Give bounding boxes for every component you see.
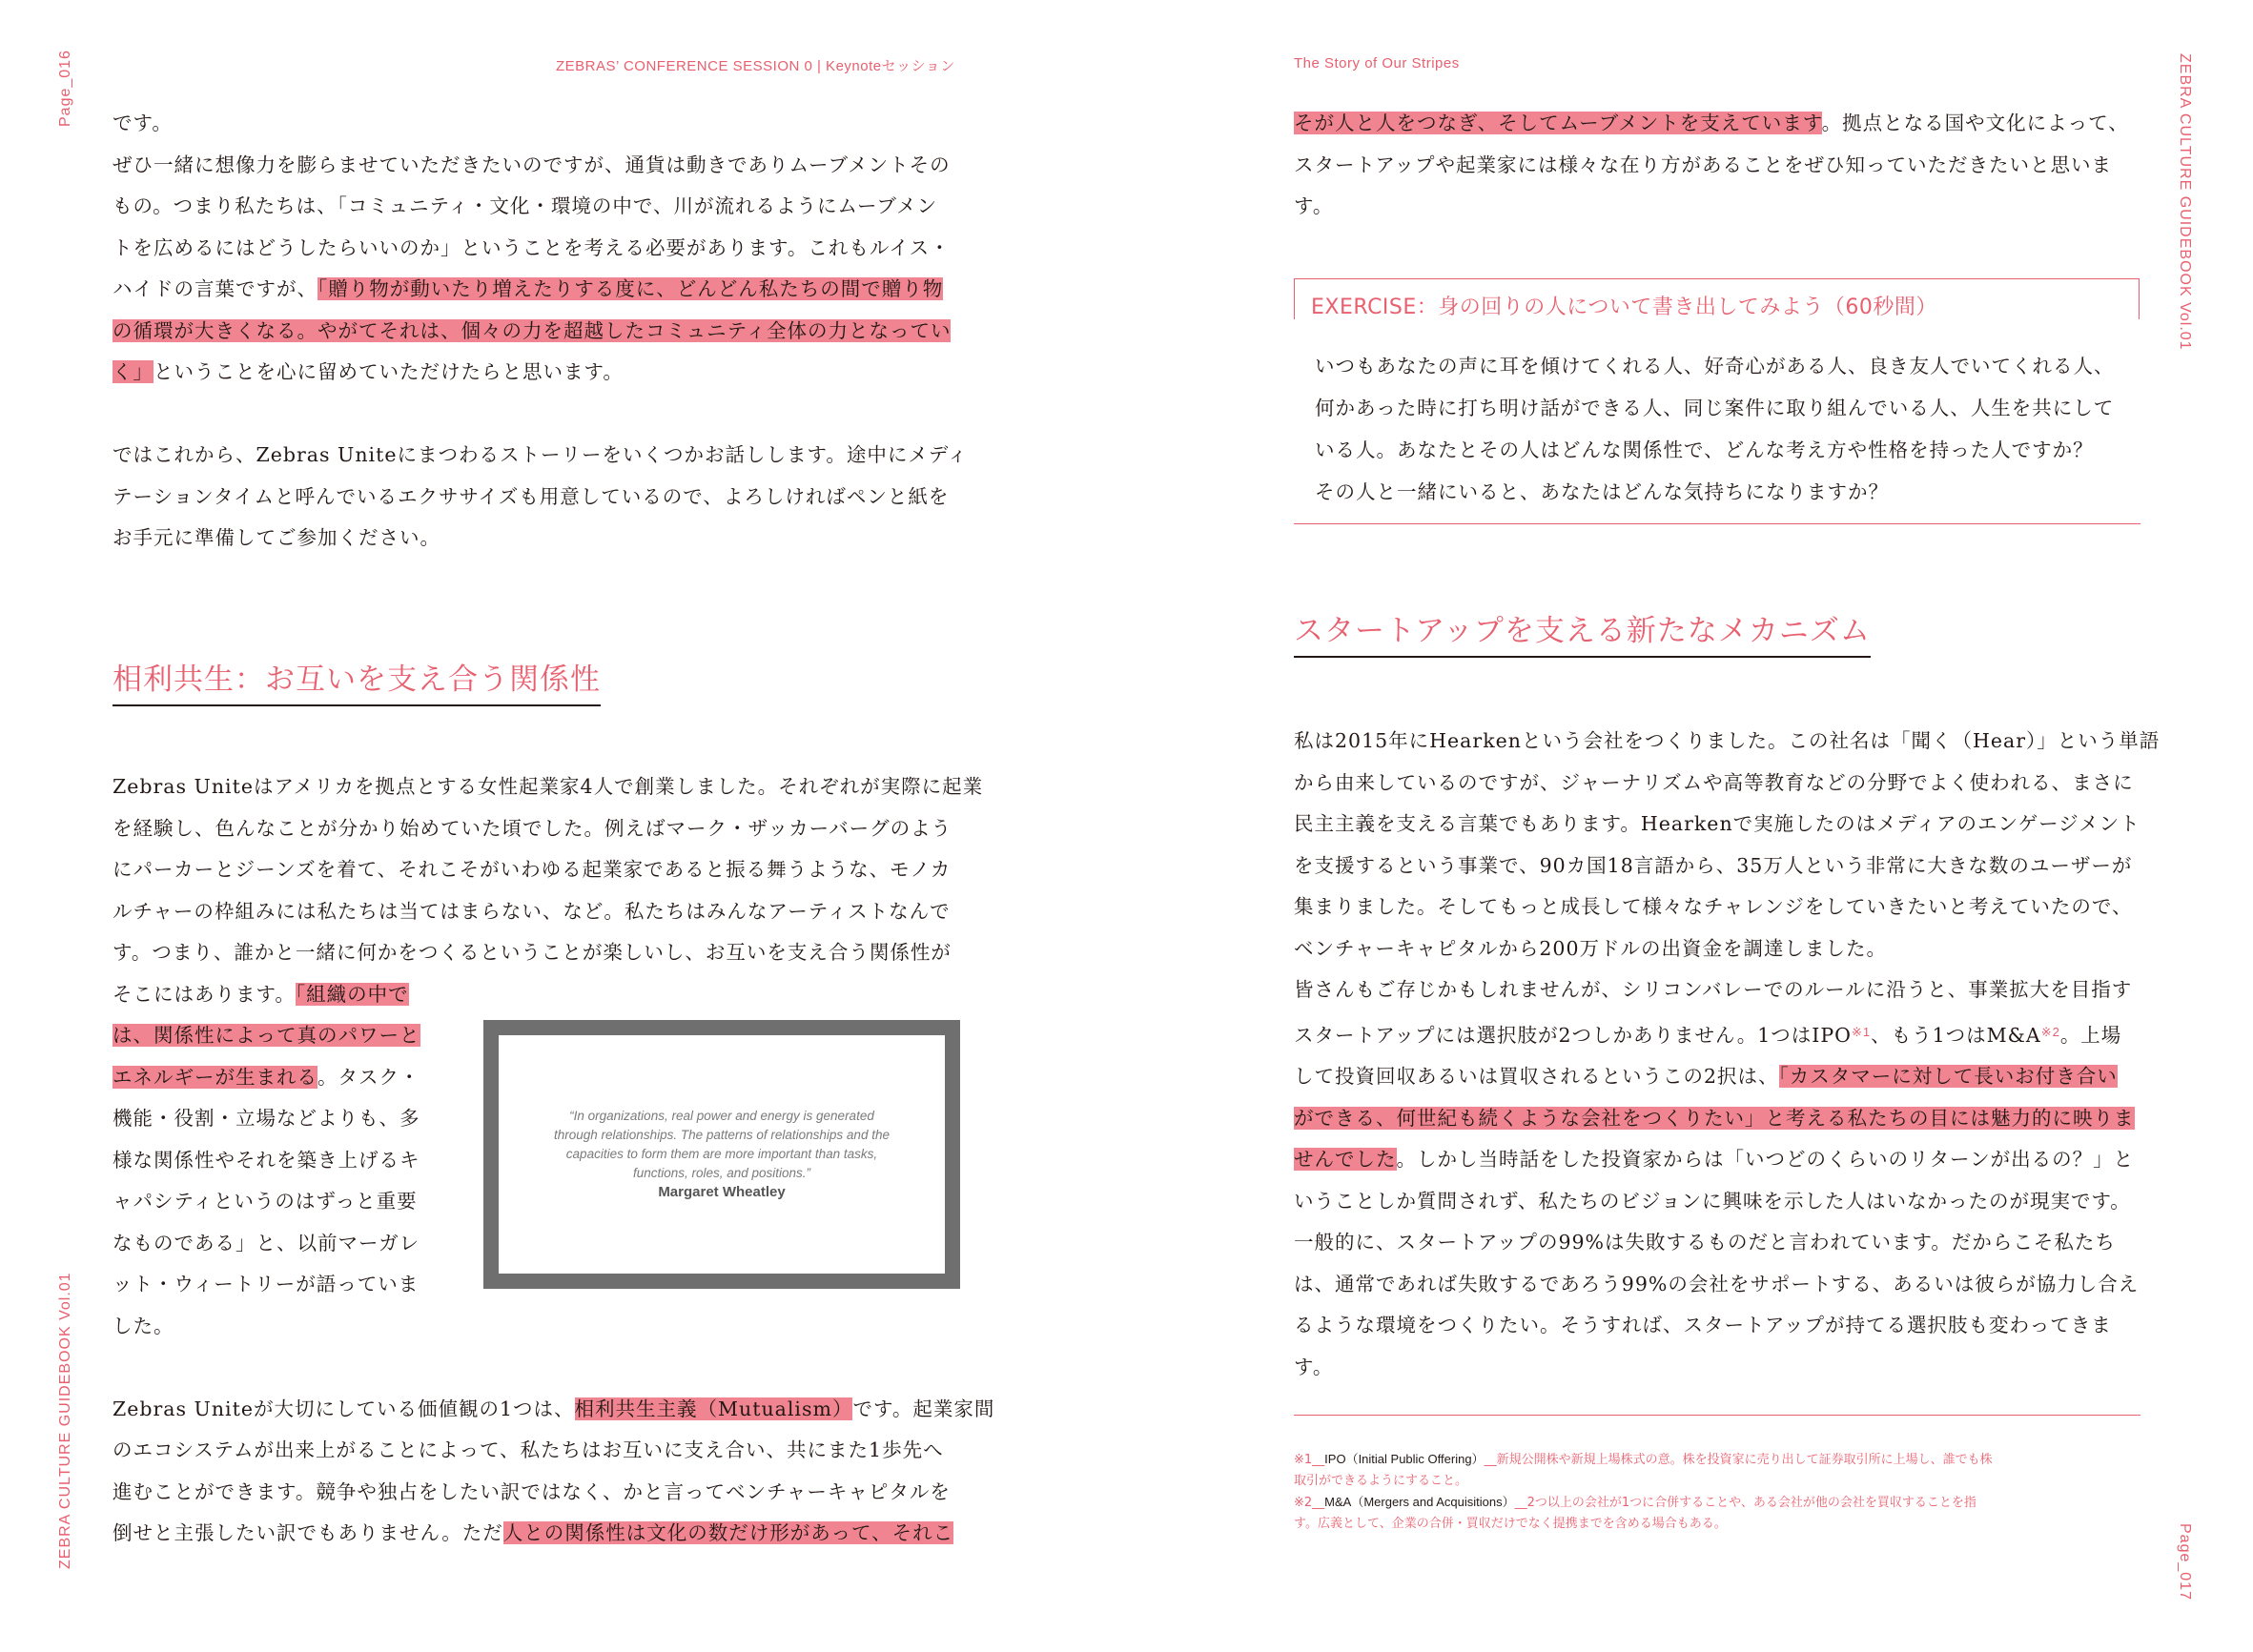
page-number-right: Page_017 (2177, 1523, 2193, 1601)
paragraph-line: トを広めるにはどうしたらいいのか」ということを考える必要があります。これもルイス・ (113, 235, 951, 259)
footnote-mark: ※2__ (1294, 1496, 1325, 1510)
text-run: Zebras Uniteが大切にしている価値観の1つは、 (113, 1397, 575, 1420)
paragraph-line: を支援するという事業で、90カ国18言語から、35万人という非常に大きな数のユーザーが (1294, 853, 2133, 877)
paragraph-line (1294, 1139, 2152, 1181)
highlighted-text: の循環が大きくなる。やがてそれは、個々の力を超越したコミュニティ全体の力となってい (113, 318, 952, 342)
running-head-right: The Story of Our Stripes (1294, 55, 1460, 71)
exercise-divider (1294, 523, 2140, 524)
exercise-line: 何かあった時に打ち明け話ができる人、同じ案件に取り組んでいる人、人生を共にして (1315, 397, 2115, 419)
exercise-title: EXERCISE：身の回りの人について書き出してみよう（60秒間） (1311, 296, 1937, 319)
paragraph-line: いうことしか質問されず、私たちのビジョンに興味を示した人はいなかったのが現実です。 (1294, 1189, 2131, 1213)
paragraph-line: にパーカーとジーンズを着て、それこそがいわゆる起業家であると振る舞うような、モノカ (113, 858, 952, 881)
quote-image (483, 1020, 960, 1289)
text-run: ハイドの言葉ですが、 (113, 277, 317, 300)
paragraph-line: 私は2015年にHearkenという会社をつくりました。この社名は「聞く（Hear）」という単語 (1294, 729, 2161, 752)
footnote-2 (1294, 1492, 2142, 1514)
text-run: して投資回収あるいは買収されるというこの2択は、 (1294, 1065, 1779, 1088)
highlighted-text: く」 (113, 360, 154, 383)
paragraph-line: ャパシティというのはずっと重要 (113, 1190, 418, 1213)
paragraph-line: 進むことができます。競争や独占をしたい訳ではなく、かと言ってベンチャーキャピタルを (113, 1479, 951, 1503)
footnote-2-cont: す。広義として、企業の合併・買収だけでなく提携までを含める場合もある。 (1294, 1517, 1727, 1531)
paragraph-line (1294, 1011, 2152, 1057)
highlighted-text: 「組織の中で (295, 982, 409, 1006)
footnote-ref-2[interactable]: ※2 (2040, 1024, 2060, 1039)
paragraph-line: す。つまり、誰かと一緒に何かをつくるということが楽しいし、お互いを支え合う関係性が (113, 941, 952, 964)
footnote-divider (1294, 1415, 2140, 1416)
side-title-right: ZEBRA CULTURE GUIDEBOOK Vol.01 (2177, 53, 2193, 351)
highlighted-text: エネルギーが生まれる (113, 1065, 317, 1089)
text-run: 。タスク・ (317, 1065, 420, 1089)
quote-card (499, 1035, 945, 1274)
paragraph-line: から由来しているのですが、ジャーナリズムや高等教育などの分野でよく使われる、まさに (1294, 770, 2134, 794)
highlighted-text: 人との関係性は文化の数だけ形があって、それこ (502, 1521, 954, 1544)
paragraph-line (113, 311, 971, 353)
paragraph-line: 皆さんもご存じかもしれませんが、シリコンバレーでのルールに沿うと、事業拡大を目指す (1294, 978, 2133, 1001)
text-run: ということを心に留めていただけたらと思います。 (154, 360, 624, 383)
footnote-mark: ※1__ (1294, 1453, 1325, 1467)
side-title-left: ZEBRA CULTURE GUIDEBOOK Vol.01 (57, 1272, 73, 1569)
exercise-line: いつもあなたの声に耳を傾けてくれる人、好奇心がある人、良き友人でいてくれる人、 (1315, 355, 2115, 377)
highlighted-text: 「カスタマーに対して長いお付き合い (1778, 1065, 2118, 1088)
exercise-line: その人と一緒にいると、あなたはどんな気持ちになりますか？ (1315, 480, 1889, 503)
section-heading-right: スタートアップを支える新たなメカニズム (1294, 612, 1871, 658)
paragraph-line: のエコシステムが出来上がることによって、私たちはお互いに支え合い、共にまた1歩先へ (113, 1438, 944, 1461)
highlighted-text: せんでした (1294, 1148, 1397, 1171)
paragraph-line (1294, 1056, 2152, 1098)
paragraph-line (1294, 103, 2152, 145)
footnote-text: __2つ以上の会社が1つに合併することや、ある会社が他の会社を買収することを指 (1514, 1496, 1976, 1510)
highlighted-text: ができる、何世紀も続くような会社をつくりたい」と考える私たちの目には魅力的に映りま (1294, 1106, 2135, 1130)
paragraph-line: なものである」と、以前マーガレ (113, 1231, 420, 1254)
paragraph-line: す。 (1294, 194, 1334, 217)
paragraph-line: るような環境をつくりたい。そうすれば、スタートアップが持てる選択肢も変わってきま (1294, 1314, 2112, 1336)
paragraph-line: を経験し、色んなことが分かり始めていた頃でした。例えばマーク・ザッカーバーグのよう (113, 816, 952, 840)
right-column-section (1294, 721, 2161, 1388)
text-run: 。しかし当時話をした投資家からは「いつどのくらいのリターンが出るの？」と (1396, 1148, 2135, 1171)
running-head-left: ZEBRAS’ CONFERENCE SESSION 0 | Keynoteセッション (556, 58, 955, 74)
footnote-term: IPO（Initial Public Offering） (1324, 1452, 1485, 1466)
exercise-box (1294, 278, 2140, 524)
right-column-top (1294, 103, 2152, 228)
footnote-text: __新規公開株や新規上場株式の意。株を投資家に売り出して証券取引所に上場し、誰でも株 (1484, 1453, 1993, 1467)
paragraph-line: スタートアップや起業家には様々な在り方があることをぜひ知っていただきたいと思いま (1294, 153, 2112, 176)
paragraph-line (113, 1389, 995, 1431)
paragraph-line: です。 (113, 112, 173, 134)
paragraph-line (113, 1513, 971, 1555)
footnote-ref-1[interactable]: ※1 (1851, 1024, 1872, 1039)
page-number-left: Page_016 (57, 50, 73, 127)
exercise-body (1315, 345, 2115, 513)
paragraph-line: 機能・役割・立場などよりも、多 (113, 1107, 420, 1130)
paragraph-line: ベンチャーキャピタルから200万ドルの出資金を調達しました。 (1294, 936, 1888, 960)
paragraph-line: テーションタイムと呼んでいるエクササイズも用意しているので、よろしければペンと紙を (113, 484, 950, 508)
paragraph-line: ルチャーの枠組みには私たちは当てはまらない、など。私たちはみんなアーティストなんで (113, 899, 951, 923)
text-run: そこにはあります。 (113, 982, 296, 1006)
paragraph-line: お手元に準備してご参加ください。 (113, 526, 440, 549)
text-run: 倒せと主張したい訳でもありません。ただ (113, 1521, 503, 1544)
text-run: 、もう1つはM&A (1871, 1023, 2041, 1047)
footnote-1 (1294, 1449, 2142, 1471)
paragraph-line: 一般的に、スタートアップの99%は失敗するものだと言われています。だからこそ私たち (1294, 1231, 2116, 1254)
paragraph-line (113, 352, 971, 394)
footnotes (1294, 1449, 2142, 1535)
highlighted-text: そが人と人をつなぎ、そしてムーブメントを支えています (1294, 112, 1822, 134)
footnote-term: M&A（Mergers and Acquisitions） (1324, 1495, 1515, 1509)
section-heading-left: 相利共生：お互いを支え合う関係性 (113, 661, 601, 706)
quote-text: “In organizations, real power and energy is generated through relationships. The patterns of relationships and the capacities to form them are more important than tasks, functions, roles, and positions.” (554, 1109, 890, 1180)
text-run: 。拠点となる国や文化によって、 (1821, 112, 2129, 134)
text-run: 。上場 (2059, 1023, 2122, 1047)
text-run: スタートアップには選択肢が2つしかありません。1つはIPO (1294, 1023, 1852, 1047)
paragraph-line: した。 (113, 1314, 174, 1337)
paragraph-line (113, 974, 971, 1016)
paragraph-line: ット・ウィートリーが語っていま (113, 1273, 420, 1295)
paragraph-line: す。 (1294, 1355, 1334, 1378)
highlighted-text: 相利共生主義（Mutualism） (574, 1397, 853, 1420)
text-run: です。起業家間 (852, 1397, 995, 1420)
paragraph-line (113, 269, 971, 311)
left-column (113, 103, 971, 560)
paragraph-line: 民主主義を支える言葉でもあります。Hearkenで実施したのはメディアのエンゲージメント (1294, 812, 2140, 835)
paragraph-line: ぜひ一緒に想像力を膨らませていただきたいのですが、通貨は動きでありムーブメントその (113, 153, 951, 176)
paragraph-line: もの。つまり私たちは、「コミュニティ・文化・環境の中で、川が流れるようにムーブメン (113, 194, 938, 217)
quote-author: Margaret Wheatley (658, 1184, 786, 1200)
paragraph-line: ではこれから、Zebras Uniteにまつわるストーリーをいくつかお話しします。途中にメディ (113, 443, 969, 466)
paragraph-line: 様な関係性やそれを築き上げるキ (113, 1148, 420, 1172)
exercise-line: いる人。あなたとその人はどんな関係性で、どんな考え方や性格を持った人ですか？ (1315, 438, 2094, 461)
paragraph-line: は、通常であれば失敗するであろう99%の会社をサポートする、あるいは彼らが協力し合え (1294, 1272, 2140, 1295)
paragraph-line: 集まりました。そしてもっと成長して様々なチャレンジをしていきたいと考えていたので、 (1294, 895, 2133, 918)
highlighted-text: 「贈り物が動いたり増えたりする度に、どんどん私たちの間で贈り物 (317, 277, 944, 300)
highlighted-text: は、関係性によって真のパワーと (113, 1024, 420, 1047)
paragraph-line (1294, 1098, 2152, 1140)
footnote-1-cont: 取引ができるようにすること。 (1294, 1474, 1468, 1488)
paragraph-line: Zebras Uniteはアメリカを拠点とする女性起業家4人で創業しました。それぞれが実際に起業 (113, 775, 984, 798)
